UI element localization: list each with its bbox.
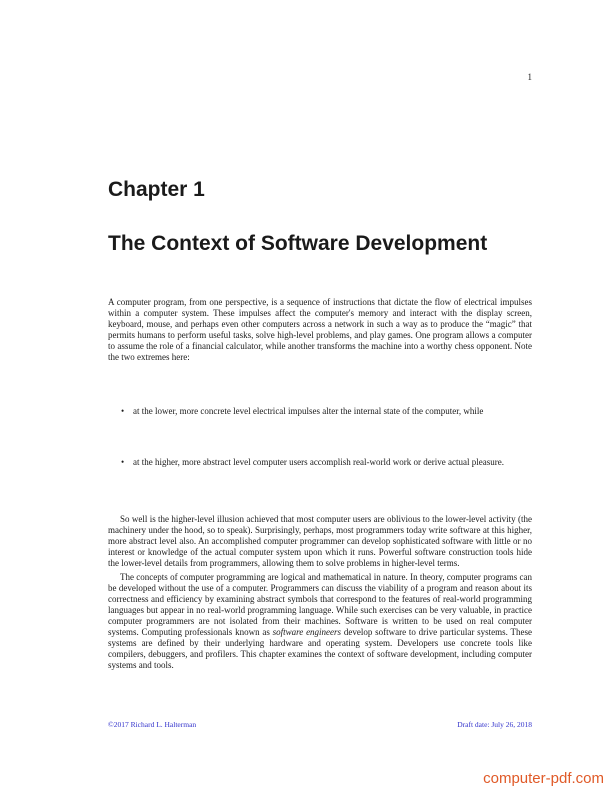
bullet-item-lower-level [121,406,532,417]
footer-copyright-link[interactable]: ©2017 Richard L. Halterman [108,720,197,729]
intro-paragraph-block [108,297,532,363]
software-engineers-emphasis: software engineers [272,627,342,637]
intro-paragraph: A computer program, from one perspective, is a sequence of instructions that dictate the flow of electrical impulses within a computer system. These impulses affect the computer's memory and interact with the display screen, keyboard, mouse, and perhaps even other computers across a network in such a way as to produce the “magic” that permits humans to perform useful tasks, solve high-level problems, and play games. One program allows a computer to assume the role of a financial calculator, while another transforms the machine into a worthy chess opponent. Note the two extremes here: [108,297,532,362]
page-number: 1 [527,72,532,82]
bullet-marker: • [121,406,125,416]
bullet-marker: • [121,457,125,467]
bullet-text: at the lower, more concrete level electrical impulses alter the internal state of the computer, while [133,406,484,416]
chapter-title: The Context of Software Development [108,232,488,255]
chapter-label: Chapter 1 [108,178,205,201]
paragraph-text: The concepts of computer programming are logical and mathematical in nature. In theory, computer programs can be developed without the use of a computer. Programmers can discuss the viability of a program and reason about its correctness and efficiency by examining abstract symbols that correspond to the features of real-world programming languages but appear in no real-world programming language. While such exercises can be very valuable, in practice computer programmers are not isolated from their machines. Software is written to be used on real computer systems. Computing professionals known as [108,572,532,637]
body-paragraph-illusion: So well is the higher-level illusion achieved that most computer users are oblivious to the lower-level activity (the machinery under the hood, so to speak). Surprisingly, perhaps, most programmers today write software at this higher, more abstract level also. An accomplished computer programmer can develop sophisticated software with little or no interest or knowledge of the actual computer system upon which it runs. Powerful software construction tools hide the lower-level details from programmers, allowing them to solve problems in higher-level terms. [108,514,532,568]
bullet-item-higher-level [121,457,532,468]
paragraph-text: develop software to drive particular systems. These systems are defined by their underlying hardware and operating system. Developers use concrete tools like compilers, debuggers, and profilers. This chapter examines the context of software development, including computer systems and tools. [108,627,532,670]
bullet-text: at the higher, more abstract level computer users accomplish real-world work or derive actual pleasure. [133,457,504,467]
footer-draft-date: Draft date: July 26, 2018 [457,720,532,729]
site-watermark: computer-pdf.com [483,770,604,787]
body-paragraph-concepts [108,572,532,671]
body-text-block [108,514,532,671]
